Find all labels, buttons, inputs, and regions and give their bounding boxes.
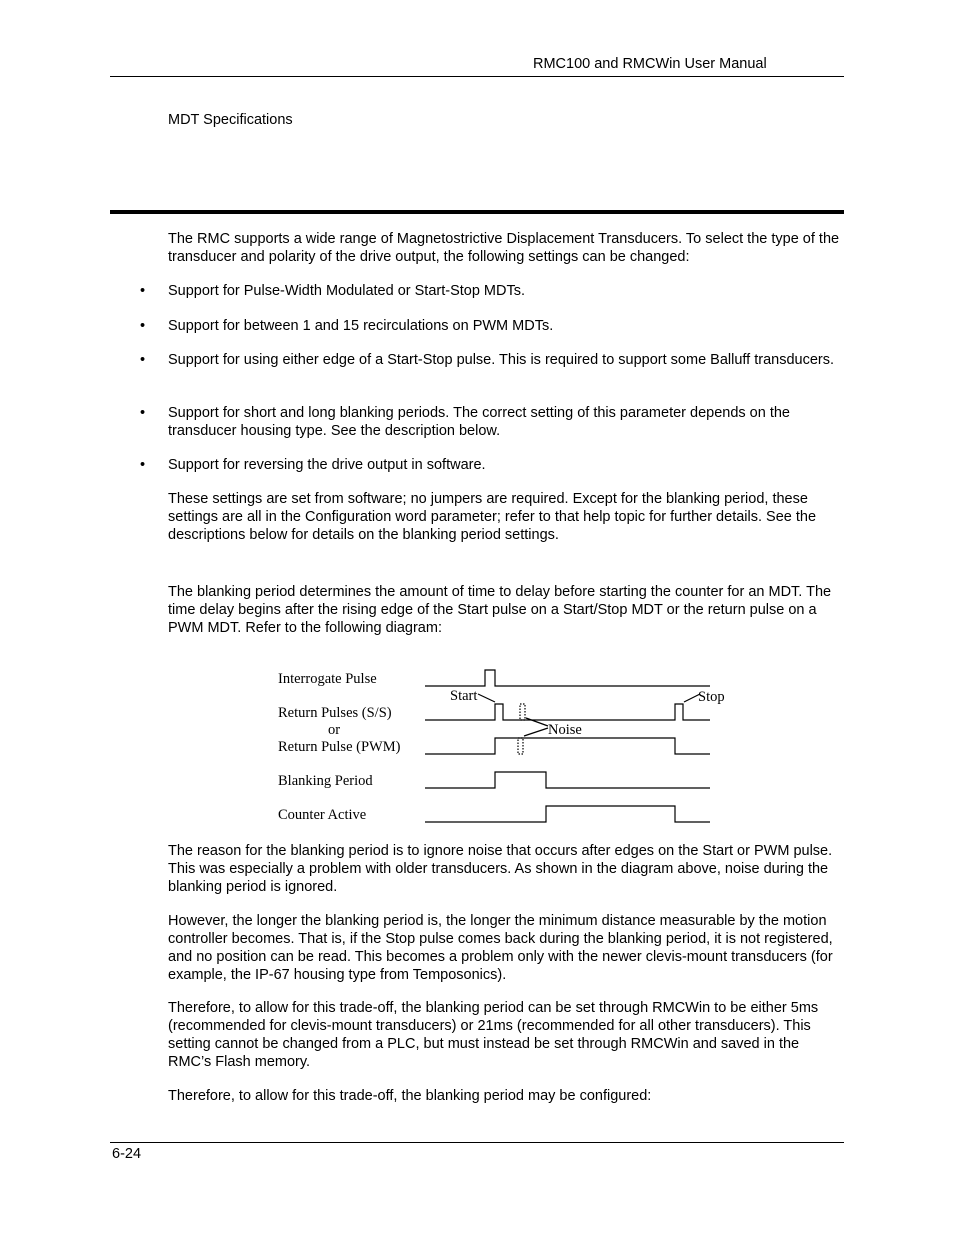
label-interrogate: Interrogate Pulse (278, 671, 377, 687)
label-or: or (328, 722, 341, 738)
bullet-marker: • (140, 318, 146, 334)
section-title: MDT Specifications (168, 112, 293, 128)
noise-mark (518, 738, 523, 754)
settings-note-paragraph: These settings are set from software; no jumpers are required. Except for the blanking period, these settings are all in the Configuration word parameter; refer to that help topic for further details. See the descriptions below for details on the blanking period settings. (168, 491, 817, 543)
label-return-ss: Return Pulses (S/S) (278, 705, 392, 721)
return-pwm-waveform (425, 738, 710, 754)
page-number: 6-24 (112, 1146, 142, 1162)
header-rule (110, 76, 844, 77)
label-noise: Noise (548, 722, 582, 738)
timing-diagram (270, 660, 730, 830)
bullet-item: Support for short and long blanking periods. The correct setting of this parameter depends on the transducer housing type. See the description below. (168, 405, 790, 439)
label-blanking: Blanking Period (278, 773, 373, 789)
bullet-item: Support for reversing the drive output in software. (168, 457, 486, 473)
however-paragraph: However, the longer the blanking period is, the longer the minimum distance measurable by the motion controller becomes. That is, if the Stop pulse comes back during the blanking period, it is not registered, and no position can be read. This becomes a problem only with the newer clevis-mount transducers (for example, the IP-67 housing type from Temposonics). (168, 913, 833, 983)
intro-paragraph: The RMC supports a wide range of Magnetostrictive Displacement Transducers. To select the type of the transducer and polarity of the drive output, the following settings can be changed: (168, 231, 840, 265)
bullet-item: Support for between 1 and 15 recirculations on PWM MDTs. (168, 318, 554, 334)
noise-mark (520, 704, 525, 720)
blanking-intro-paragraph: The blanking period determines the amount of time to delay before starting the counter for an MDT. The time delay begins after the rising edge of the Start pulse on a Start/Stop MDT or the return pulse on a PWM MDT. Refer to the following diagram: (168, 584, 832, 636)
therefore-paragraph: Therefore, to allow for this trade-off, the blanking period can be set through RMCWin to be either 5ms (recommended for clevis-mount transducers) or 21ms (recommended for all other transducers). This setting cannot be changed from a PLC, but must instead be set through RMCWin and saved in the RMC’s Flash memory. (168, 1000, 819, 1070)
blanking-waveform (425, 772, 710, 788)
noise-leader (524, 728, 548, 736)
section-rule (110, 210, 844, 214)
noise-leader (526, 718, 548, 726)
therefore-configure-paragraph: Therefore, to allow for this trade-off, the blanking period may be configured: (168, 1088, 652, 1104)
reason-paragraph: The reason for the blanking period is to ignore noise that occurs after edges on the Start or PWM pulse. This was especially a problem with older transducers. As shown in the diagram above, noise during the blanking period is ignored. (168, 843, 833, 895)
bullet-marker: • (140, 405, 146, 421)
return-ss-waveform (425, 704, 710, 720)
counter-waveform (425, 806, 710, 822)
label-stop: Stop (698, 689, 725, 705)
bullet-marker: • (140, 457, 146, 473)
bullet-marker: • (140, 283, 146, 299)
label-start: Start (450, 688, 478, 704)
footer-rule (110, 1142, 844, 1143)
start-leader (478, 694, 495, 702)
bullet-item: Support for Pulse-Width Modulated or Start-Stop MDTs. (168, 283, 526, 299)
interrogate-waveform (425, 670, 710, 686)
bullet-item: Support for using either edge of a Start-Stop pulse. This is required to support some Balluff transducers. (168, 352, 835, 368)
bullet-marker: • (140, 352, 146, 368)
label-return-pwm: Return Pulse (PWM) (278, 739, 401, 755)
header-title: RMC100 and RMCWin User Manual (533, 56, 767, 72)
label-counter: Counter Active (278, 807, 367, 823)
